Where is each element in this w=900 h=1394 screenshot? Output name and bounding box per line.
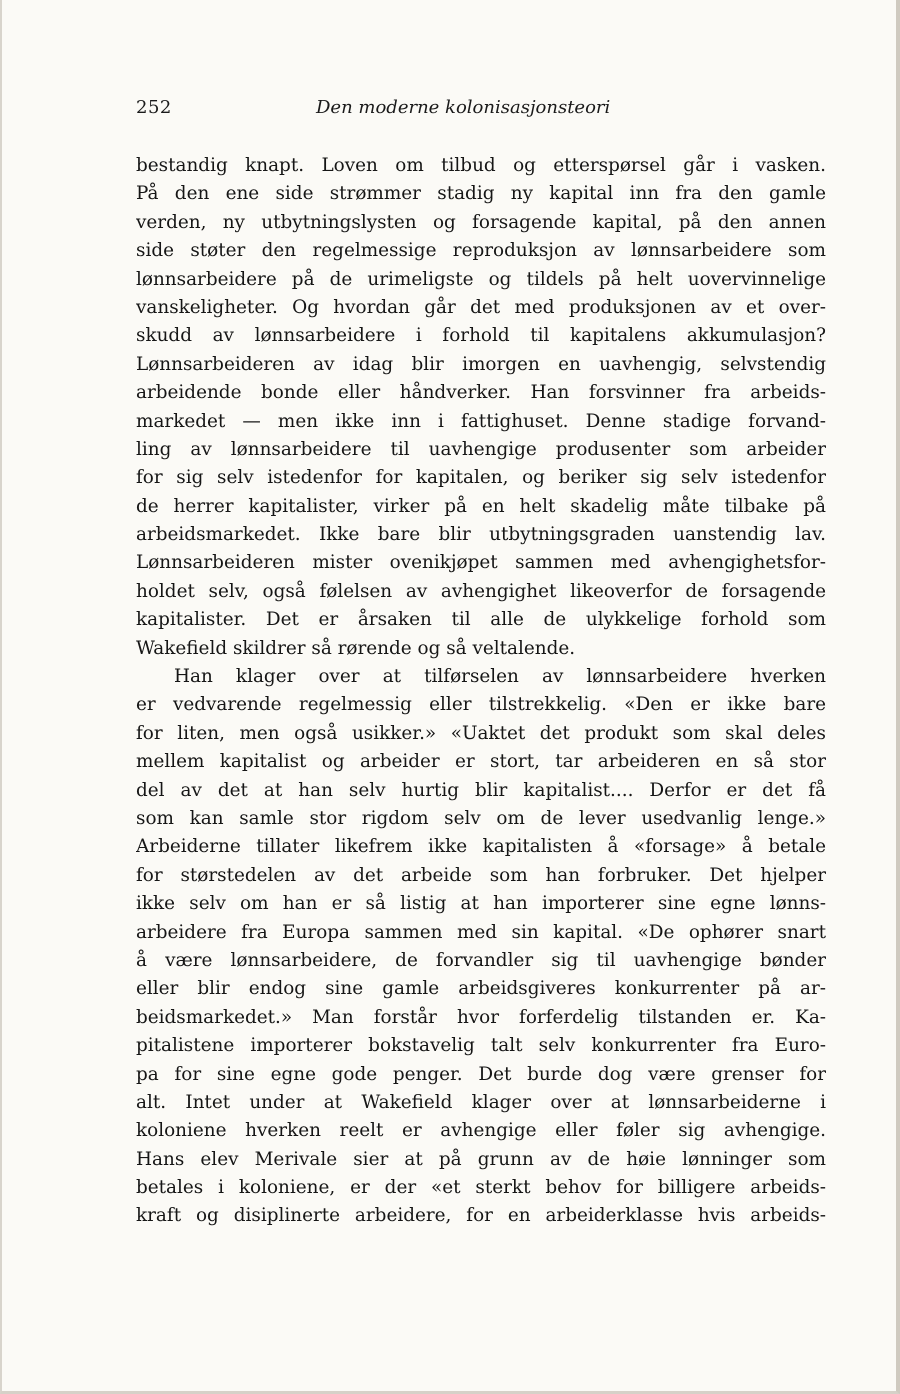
text-line: Lønnsarbeideren mister ovenikjøpet sammen med avhengighetsfor- xyxy=(136,552,826,574)
text-line: Arbeiderne tillater likefrem ikke kapitalisten å «forsage» å betale xyxy=(136,836,826,858)
text-line: verden, ny utbytningslysten og forsagende kapital, på den annen xyxy=(136,211,826,233)
text-line: ikke selv om han er så listig at han importerer sine egne lønns- xyxy=(136,893,826,915)
text-line: Wakefield skildrer så rørende og så veltalende. xyxy=(136,637,576,659)
page-header xyxy=(136,97,826,125)
text-line: arbeidere fra Europa sammen med sin kapital. «De ophører snart xyxy=(136,921,826,943)
text-line: for størstedelen av det arbeide som han forbruker. Det hjelper xyxy=(136,864,826,886)
text-line: beidsmarkedet.» Man forstår hvor forferdelig tilstanden er. Ka- xyxy=(136,1006,826,1028)
text-line: kapitalister. Det er årsaken til alle de ulykkelige forhold som xyxy=(136,609,826,631)
text-line: å være lønnsarbeidere, de forvandler sig til uavhengige bønder xyxy=(136,949,826,971)
text-line: vanskeligheter. Og hvordan går det med produksjonen av et over- xyxy=(136,296,826,318)
text-line: arbeidsmarkedet. Ikke bare blir utbytningsgraden uanstendig lav. xyxy=(136,524,826,546)
text-line: del av det at han selv hurtig blir kapitalist.... Derfor er det få xyxy=(136,779,826,801)
text-line: På den ene side strømmer stadig ny kapital inn fra den gamle xyxy=(136,183,826,205)
text-line: pa for sine egne gode penger. Det burde dog være grenser for xyxy=(136,1063,826,1085)
text-line: arbeidende bonde eller håndverker. Han forsvinner fra arbeids- xyxy=(136,382,826,404)
text-line: kraft og disiplinerte arbeidere, for en arbeiderklasse hvis arbeids- xyxy=(136,1205,826,1227)
text-line: holdet selv, også følelsen av avhengighet likeoverfor de forsagende xyxy=(136,580,826,602)
text-line: for liten, men også usikker.» «Uaktet det produkt som skal deles xyxy=(136,722,826,744)
page-number: 252 xyxy=(136,97,172,118)
text-line: alt. Intet under at Wakefield klager over at lønnsarbeiderne i xyxy=(136,1091,826,1113)
text-line: Hans elev Merivale sier at på grunn av de høie lønninger som xyxy=(136,1148,826,1170)
text-line: de herrer kapitalister, virker på en helt skadelig måte tilbake på xyxy=(136,495,826,517)
text-line: Han klager over at tilførselen av lønnsarbeidere hverken xyxy=(174,666,826,688)
text-line: eller blir endog sine gamle arbeidsgiveres konkurrenter på ar- xyxy=(136,978,826,1000)
text-line: betales i koloniene, er der «et sterkt behov for billigere arbeids- xyxy=(136,1177,826,1199)
running-title: Den moderne kolonisasjonsteori xyxy=(316,97,611,118)
text-line: skudd av lønnsarbeidere i forhold til kapitalens akkumulasjon? xyxy=(136,325,826,347)
text-line: Lønnsarbeideren av idag blir imorgen en uavhengig, selvstendig xyxy=(136,353,826,375)
text-line: side støter den regelmessige reproduksjon av lønnsarbeidere som xyxy=(136,240,826,262)
text-line: bestandig knapt. Loven om tilbud og etterspørsel går i vasken. xyxy=(136,155,826,176)
text-line: koloniene hverken reelt er avhengige eller føler sig avhengige. xyxy=(136,1120,826,1142)
paragraph-1 xyxy=(136,152,826,663)
text-line: lønnsarbeidere på de urimeligste og tildels på helt uovervinnelige xyxy=(136,268,826,290)
text-line: markedet — men ikke inn i fattighuset. Denne stadige forvand- xyxy=(136,410,826,432)
paragraph-2 xyxy=(136,663,826,1231)
text-line: mellem kapitalist og arbeider er stort, tar arbeideren en så stor xyxy=(136,751,826,773)
text-line: som kan samle stor rigdom selv om de lever usedvanlig lenge.» xyxy=(136,807,826,829)
body-text xyxy=(136,152,826,1231)
text-line: ling av lønnsarbeidere til uavhengige produsenter som arbeider xyxy=(136,438,826,460)
text-line: er vedvarende regelmessig eller tilstrekkelig. «Den er ikke bare xyxy=(136,694,826,716)
text-line: for sig selv istedenfor for kapitalen, og beriker sig selv istedenfor xyxy=(136,467,826,489)
text-line: pitalistene importerer bokstavelig talt selv konkurrenter fra Euro- xyxy=(136,1035,826,1057)
